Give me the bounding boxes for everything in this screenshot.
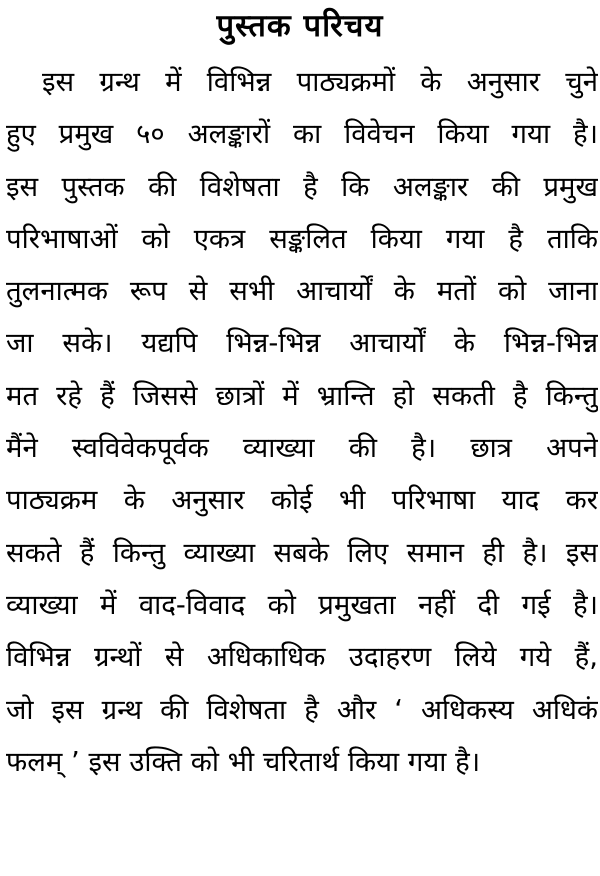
- text-line: मैंने स्वविवेकपूर्वक व्याख्या की है। छात्र अपने: [6, 432, 598, 465]
- text-line: परिभाषाओं को एकत्र सङ्कलित किया गया है ताकि: [6, 222, 598, 255]
- page-title: पुस्तक परिचय: [216, 8, 384, 44]
- text-line: हुए प्रमुख ५० अलङ्कारों का विवेचन किया गया है।: [6, 118, 598, 151]
- text-line: इस ग्रन्थ में विभिन्न पाठ्यक्रमों के अनुसार चुने: [42, 66, 598, 98]
- text-line: जा सके। यद्यपि भिन्न-भिन्न आचार्यों के भिन्न-भिन्न: [6, 327, 598, 360]
- body-paragraph: [6, 56, 598, 788]
- text-line: तुलनात्मक रूप से सभी आचार्यों के मतों को जाना: [6, 275, 598, 308]
- text-line: मत रहे हैं जिससे छात्रों में भ्रान्ति हो सकती है किन्तु: [6, 379, 598, 412]
- text-line: पाठ्यक्रम के अनुसार कोई भी परिभाषा याद कर: [6, 484, 598, 517]
- text-line: जो इस ग्रन्थ की विशेषता है और ‘ अधिकस्य अधिकं: [6, 693, 598, 726]
- text-line: इस पुस्तक की विशेषता है कि अलङ्कार की प्रमुख: [6, 170, 598, 203]
- text-line: फलम् ’ इस उक्ति को भी चरितार्थ किया गया है।: [6, 745, 481, 778]
- text-line: व्याख्या में वाद-विवाद को प्रमुखता नहीं दी गई है।: [6, 588, 598, 621]
- text-line: विभिन्न ग्रन्थों से अधिकाधिक उदाहरण लिये गये हैं,: [6, 641, 598, 674]
- text-line: सकते हैं किन्तु व्याख्या सबके लिए समान ही है। इस: [6, 536, 598, 569]
